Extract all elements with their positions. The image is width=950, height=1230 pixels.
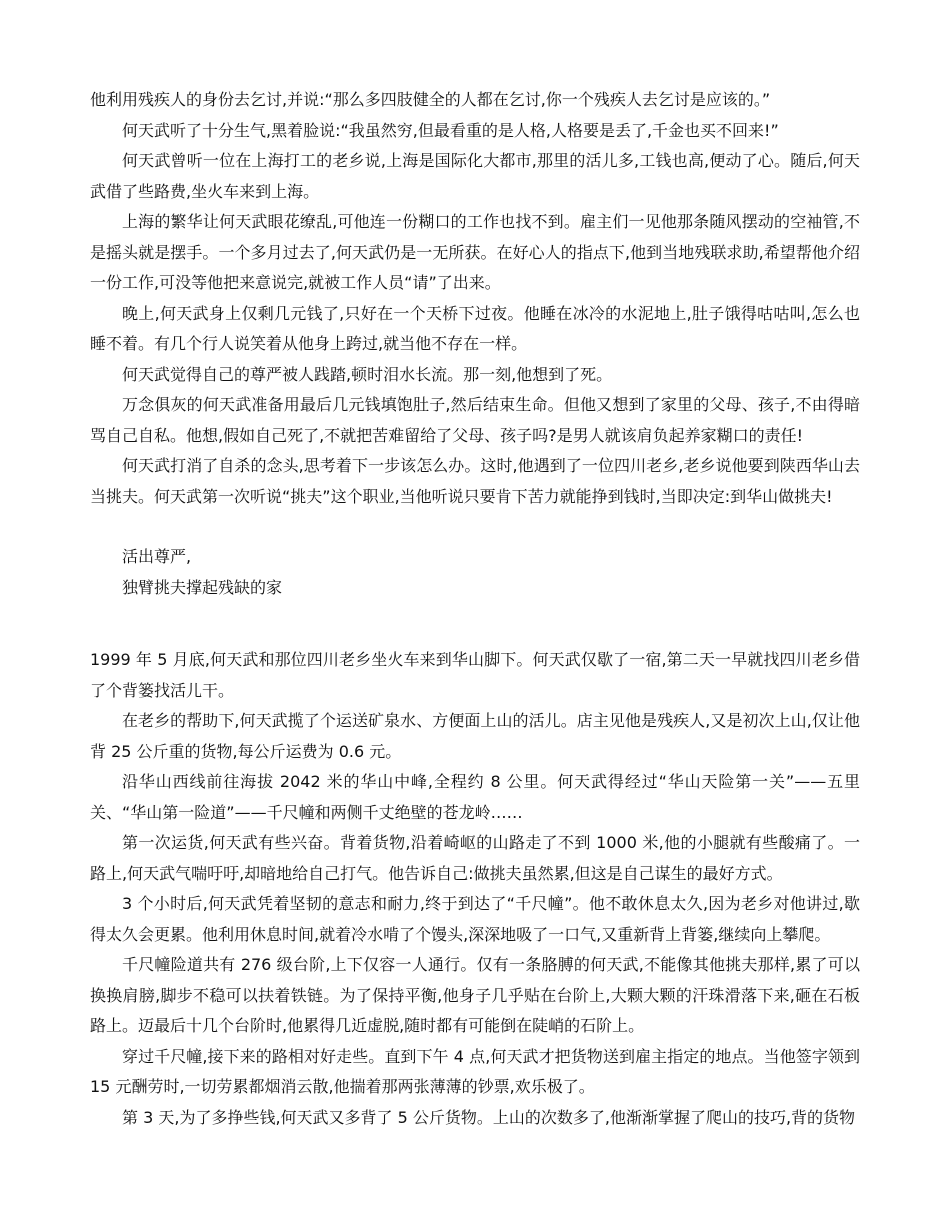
paragraph: 千尺幢险道共有 276 级台阶,上下仅容一人通行。仅有一条胳膊的何天武,不能像其他挑夫那样,累了可以换换肩膀,脚步不稳可以扶着铁链。为了保持平衡,他身子几乎贴在台阶上,大颗大颗的汗珠滑落下来,砸在石板路上。迈最后十几个台阶时,他累得几近虚脱,随时都有可能倒在陡峭的石阶上。 [90,955,860,1035]
section-heading [90,542,860,603]
paragraph: 何天武打消了自杀的念头,思考着下一步该怎么办。这时,他遇到了一位四川老乡,老乡说他要到陕西华山去当挑夫。何天武第一次听说“挑夫”这个职业,当他听说只要肯下苦力就能挣到钱时,当即决定:到华山做挑夫! [90,456,860,506]
paragraph: 沿华山西线前往海拔 2042 米的华山中峰,全程约 8 公里。何天武得经过“华山天险第一关”——五里关、“华山第一险道”——千尺幢和两侧千丈绝壁的苍龙岭…… [90,772,860,822]
paragraph: 在老乡的帮助下,何天武揽了个运送矿泉水、方便面上山的活儿。店主见他是残疾人,又是初次上山,仅让他背 25 公斤重的货物,每公斤运费为 0.6 元。 [90,711,860,761]
paragraph: 万念俱灰的何天武准备用最后几元钱填饱肚子,然后结束生命。但他又想到了家里的父母、孩子,不由得暗骂自己自私。他想,假如自己死了,不就把苦难留给了父母、孩子吗?是男人就该肩负起养家糊口的责任! [90,395,860,445]
paragraph: 第 3 天,为了多挣些钱,何天武又多背了 5 公斤货物。上山的次数多了,他渐渐掌握了爬山的技巧,背的货物 [122,1107,856,1127]
paragraph: 上海的繁华让何天武眼花缭乱,可他连一份糊口的工作也找不到。雇主们一见他那条随风摆动的空袖管,不是摇头就是摆手。一个多月过去了,何天武仍是一无所获。在好心人的指点下,他到当地残联求助,希望帮他介绍一份工作,可没等他把来意说完,就被工作人员“请”了出来。 [90,212,860,292]
paragraph: 他利用残疾人的身份去乞讨,并说:“那么多四肢健全的人都在乞讨,你一个残疾人去乞讨是应该的。” [90,90,771,109]
paragraph: 第一次运货,何天武有些兴奋。背着货物,沿着崎岖的山路走了不到 1000 米,他的小腿就有些酸痛了。一路上,何天武气喘吁吁,却暗地给自己打气。他告诉自己:做挑夫虽然累,但这是自己谋生的最好方式。 [90,833,860,883]
paragraph: 何天武觉得自己的尊严被人践踏,顿时泪水长流。那一刻,他想到了死。 [122,364,613,384]
section-heading-line: 独臂挑夫撑起残缺的家 [122,577,283,597]
paragraph: 1999 年 5 月底,何天武和那位四川老乡坐火车来到华山脚下。何天武仅歇了一宿,第二天一早就找四川老乡借了个背篓找活儿干。 [90,650,860,700]
paragraph: 何天武曾听一位在上海打工的老乡说,上海是国际化大都市,那里的活儿多,工钱也高,便动了心。随后,何天武借了些路费,坐火车来到上海。 [90,151,860,201]
section-heading-line: 活出尊严, [122,547,192,566]
paragraph: 晚上,何天武身上仅剩几元钱了,只好在一个天桥下过夜。他睡在冰冷的水泥地上,肚子饿得咕咕叫,怎么也睡不着。有几个行人说笑着从他身上跨过,就当他不存在一样。 [90,303,860,353]
article-body [90,85,860,1133]
paragraph: 穿过千尺幢,接下来的路相对好走些。直到下午 4 点,何天武才把货物送到雇主指定的地点。当他签字领到 15 元酬劳时,一切劳累都烟消云散,他揣着那两张薄薄的钞票,欢乐极了。 [90,1046,860,1096]
paragraph: 3 个小时后,何天武凭着坚韧的意志和耐力,终于到达了“千尺幢”。他不敢休息太久,因为老乡对他讲过,歇得太久会更累。他利用休息时间,就着冷水啃了个馒头,深深地吸了一口气,又重新背上背篓,继续向上攀爬。 [90,894,860,944]
paragraph: 何天武听了十分生气,黑着脸说:“我虽然穷,但最看重的是人格,人格要是丢了,千金也买不回来!” [122,120,779,140]
